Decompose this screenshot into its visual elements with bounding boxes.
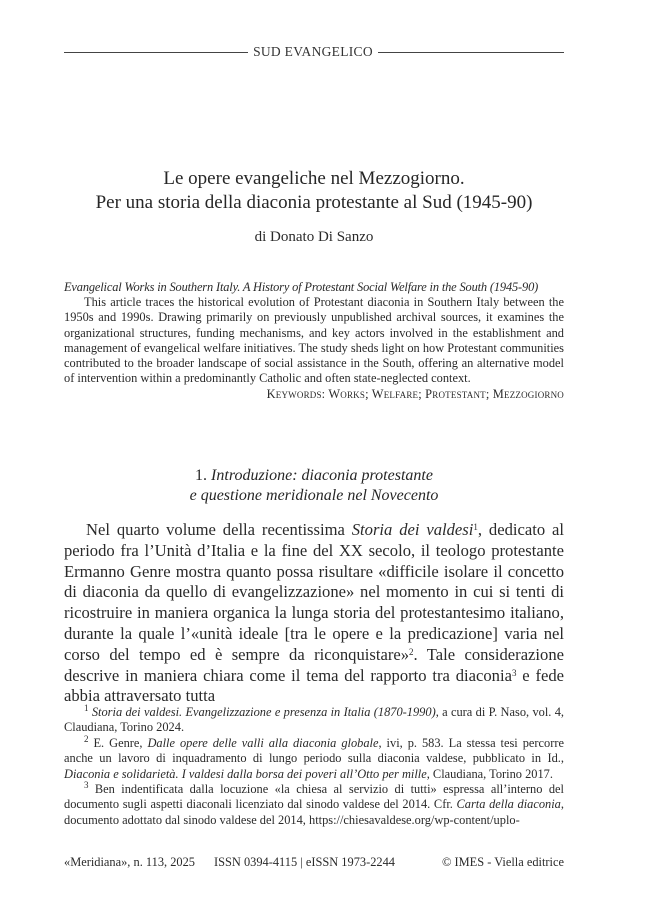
abstract-keywords: Keywords: Works; Welfare; Protestant; Mezzogiorno [266,387,564,402]
footnote-ref-2[interactable]: 2 [409,646,414,657]
body-text-3: . Tale considerazione descrive in maniera chiara come il tema del rapporto tra diaconia [64,644,564,685]
footnote-1-title: Storia dei valdesi. Evangelizzazione e presenza in Italia (1870-1990) [91,705,436,719]
footer-publisher: © IMES - Viella editrice [442,855,564,869]
footnote-2-a: E. Genre, [93,735,148,750]
body-text-1: Nel quarto volume della recentissima [86,520,352,539]
footnote-2-number: 2 [84,733,89,744]
footnote-2-b: , ivi, p. 583. La stessa tesi percorre anche un lavoro di inquadramento di lungo periodo sulla diaconia valdese, pubblicato in Id., [64,735,564,766]
footnote-1-rest: , a cura di P. Naso, vol. 4, Claudiana, Torino 2024. [64,705,565,735]
section-title-line-2: e questione meridionale nel Novecento [189,487,439,504]
footnote-ref-3[interactable]: 3 [511,667,517,678]
footnote-3 [64,782,564,828]
abstract-text: This article traces the historical evolution of Protestant diaconia in Southern Italy between the 1950s and 1990s. Drawing primarily on previously unpublished archival sources, it examines the organizational structures, funding mechanisms, and key actors involved in the establishment and management of evangelical welfare initiatives. The study sheds light on how Protestant communities contributed to the broader landscape of social assistance in the South, offering an alternative model of intervention within a predominantly Catholic and often state-neglected context. [64,295,564,386]
page-footer [64,855,564,871]
footnote-2 [64,733,564,782]
footnote-3-title: Carta della diaconia [456,797,561,812]
body-text-italic-title: Storia dei valdesi [351,520,474,539]
section-heading [64,466,564,506]
footnote-1-number: 1 [84,703,89,713]
body-paragraph [64,520,564,707]
footer-issn: ISSN 0394-4115 | eISSN 1973-2244 [214,855,396,869]
abstract-english-title: Evangelical Works in Southern Italy. A History of Protestant Social Welfare in the South (1945-90) [64,280,539,294]
footnotes [64,705,564,828]
body-text-2: , dedicato al periodo fra l’Unità d’Italia e la fine del XX secolo, il teologo protestante Ermanno Genre mostra quanto possa risultare «difficile isolare il concetto di diaconia da quello di evangelizzazione» nel momento in cui si tenti di ricostruire in maniera organica la lunga storia del protestantesimo italiano, durante la quale l’«unità ideale [tra le opere e la predicazione] varia nel corso del tempo ed è sempre da riconquistare» [64,520,564,664]
footnote-ref-1[interactable]: 1 [473,522,478,532]
running-header-label: SUD EVANGELICO [253,44,373,59]
article-title-line-2: Per una storia della diaconia protestante al Sud (1945-90) [95,192,533,213]
footnote-3-b: , documento adottato dal sinodo valdese del 2014, https://chiesavaldese.org/wp-content/uplo- [64,797,564,827]
section-number: 1. [195,467,208,484]
abstract [64,280,564,403]
footnote-1 [64,705,564,736]
body-text-4: e fede abbia attraversato tutta [64,665,564,706]
footnote-2-c: , Claudiana, Torino 2017. [426,766,553,781]
footnote-2-title-1: Dalle opere delle valli alla diaconia globale [147,735,379,750]
article-author: di Donato Di Sanzo [254,229,374,245]
header-rule-right [378,52,564,53]
footnote-3-number: 3 [84,780,89,791]
running-header [64,42,564,62]
article-title [64,167,564,215]
footer-journal: «Meridiana», n. 113, 2025 [64,855,195,869]
header-rule-left [64,52,248,53]
footnote-2-title-2: Diaconia e solidarietà. I valdesi dalla borsa dei poveri all’Otto per mille [64,766,427,781]
article-title-line-1: Le opere evangeliche nel Mezzogiorno. [163,168,465,189]
footnote-3-a: Ben indentificata dalla locuzione «la chiesa al servizio di tutti» espressa all’interno del documento sugli aspetti diaconali licenziato dal sinodo valdese del 2014. Cfr. [64,782,564,812]
section-title-line-1: Introduzione: diaconia protestante [211,467,433,484]
